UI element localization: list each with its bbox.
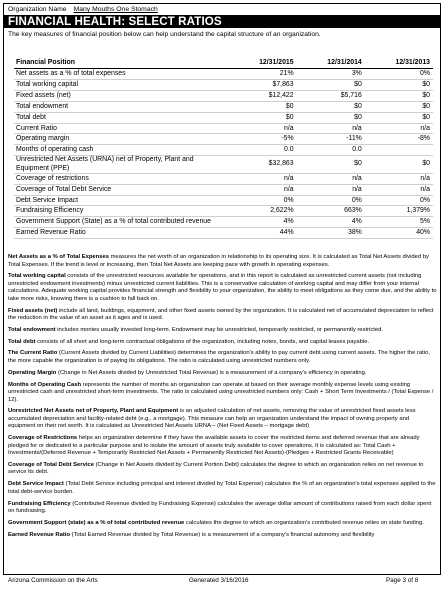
value-2014: $0 [297,79,365,90]
definition-paragraph [8,462,437,477]
definition-paragraph [8,273,437,303]
row-label: Months of operating cash [14,145,228,156]
definition-text: (Contributed Revenue divided by Fundraising Expense) calculates the average dollar amount of contributions raised from each dollar spent on fundraising. [8,500,432,515]
value-2015: 44% [228,228,296,239]
value-2014: $0 [297,112,365,123]
definition-paragraph [8,501,437,516]
definitions-section [8,254,437,543]
value-2013: 40% [365,228,433,239]
value-2015: 0.0 [228,145,296,156]
definition-paragraph [8,308,437,323]
definition-text: consists of all short and long-term contractual obligations of the organization, including notes, bonds, and capital leases payable. [35,338,370,345]
value-2014: 0.0 [297,145,365,156]
row-label: Fundraising Efficiency [14,206,228,217]
value-2013: 5% [365,217,433,228]
value-2014: n/a [297,123,365,134]
value-2015: $0 [228,112,296,123]
row-label: Coverage of restrictions [14,173,228,184]
table-row [14,145,433,156]
definition-paragraph [8,350,437,365]
value-2015: 2,622% [228,206,296,217]
definition-term: Total debt [8,338,36,345]
definition-paragraph [8,435,437,458]
definition-term: Coverage of Restrictions [8,435,78,442]
value-2014: 663% [297,206,365,217]
definition-text: (Total Debt Service including principal and interest divided by Total Expense) calculates the % of an organization's total expenses applied to the total debt-service burden. [8,481,436,495]
definition-term: Total endowment [8,326,56,333]
value-2013: $0 [365,79,433,90]
definition-paragraph [8,382,437,405]
definition-term: Fundraising Efficiency [8,500,71,507]
definition-paragraph [8,370,437,378]
value-2014: $5,716 [297,90,365,101]
definition-paragraph [8,532,437,540]
table-row [14,206,433,217]
column-header: Financial Position [14,58,228,69]
row-label: Debt Service Impact [14,195,228,206]
row-label: Unrestricted Net Assets (URNA) net of Property, Plant and Equipment (PPE) [14,156,228,174]
footer-organization: Arizona Commission on the Arts [8,577,98,584]
row-label: Earned Revenue Ratio [14,228,228,239]
definition-term: Coverage of Total Debt Service [8,461,94,468]
definition-term: The Current Ratio [8,350,58,357]
row-label: Total working capital [14,79,228,90]
value-2013 [365,145,433,156]
value-2014: -11% [297,134,365,145]
value-2014: $0 [297,101,365,112]
value-2014: n/a [297,173,365,184]
organization-name-line [8,6,158,13]
org-value: Many Mouths One Stomach [73,6,158,13]
table-row [14,69,433,80]
definition-text: helps an organization determine if they have the available assets to cover the restricted items and deferred revenue that are already pledged for or dedicated to a particular purpose and to isolate the amount of assets truly available to cover operations. It is calculated as: Total Cash + Investments/(Deferred Revenue + Temporarily Restricted Net Assets + Permanently Restricted Net Assets)-(Pledges + Restricted Grants Receivable) [8,435,420,457]
definition-text: include all land, buildings, equipment, and other fixed assets owned by the organization. It is calculated net of accumulated depreciation to reflect the reduction in the value of an asset as it ages and is used. [8,307,434,322]
value-2014: 3% [297,69,365,80]
definition-text: consists of the unrestricted resources available for operations, and in this report is calculated as unrestricted current assets (not including unrestricted endowment investments) minus unrestricted current liabilities. This is a conservative calculation of working capital and may differ from your internal calculations. Adequate working capital provides financial strength and flexibility to your organization, the ability to meet obligations as they come due, and the ability to take more risks, knowing there is a cushion to fall back on. [8,273,437,302]
definition-text: (Change in Net Assets divided by Unrestricted Total Revenue) is a measurement of a company's efficiency in operating. [56,369,367,376]
definition-term: Government Support (state) as a % of total contributed revenue [8,519,185,526]
value-2015: -5% [228,134,296,145]
value-2014: $0 [297,156,365,174]
table-row [14,79,433,90]
definition-text: measures the net worth of an organization in relationship to its operating size. It is calculated as Total Net Assets divided by Total Expenses. If the trend is level or increasing, then Total Net Assets are keeping pace with growth in operating expenses. [8,254,429,268]
value-2013: $0 [365,90,433,101]
table-row [14,217,433,228]
definition-paragraph [8,327,437,335]
row-label: Operating margin [14,134,228,145]
value-2014: 38% [297,228,365,239]
row-label: Total debt [14,112,228,123]
definition-paragraph [8,254,437,269]
column-header: 12/31/2014 [297,58,365,69]
value-2015: $12,422 [228,90,296,101]
value-2013: n/a [365,184,433,195]
value-2015: $32,863 [228,156,296,174]
value-2015: 4% [228,217,296,228]
column-header: 12/31/2013 [365,58,433,69]
definition-term: Fixed assets (net) [8,307,58,314]
table-row [14,123,433,134]
footer-page-number: Page 3 of 8 [386,577,419,584]
value-2015: $0 [228,101,296,112]
table-row [14,228,433,239]
column-header: 12/31/2015 [228,58,296,69]
definition-text: (Total Earned Revenue divided by Total Revenue) is a measurement of a company's financial autonomy and flexibility [70,531,375,538]
definition-text: (Current Assets divided by Current Liabilities) determines the organization's ability to pay current debt using current assets. The higher the ratio, the more capable the organization is of paying its obligations. The ratio is calculated using unrestricted numbers only. [8,350,430,364]
definition-paragraph [8,481,437,496]
definition-term: Months of Operating Cash [8,381,82,388]
value-2013: $0 [365,101,433,112]
value-2014: 4% [297,217,365,228]
value-2015: n/a [228,184,296,195]
table-row [14,101,433,112]
row-label: Government Support (State) as a % of total contributed revenue [14,217,228,228]
value-2015: n/a [228,123,296,134]
definition-text: (Change in Net Assets divided by Current Portion Debt) calculates the degree to which an organization relies on net revenue to service its debt. [8,461,424,476]
page-footer [8,577,438,584]
definition-text: includes monies usually invested long-term. Endowment may be unrestricted, temporarily restricted, or permanently restricted. [55,326,384,333]
row-label: Current Ratio [14,123,228,134]
definition-term: Total working capital [8,273,66,280]
value-2015: n/a [228,173,296,184]
value-2015: $7,863 [228,79,296,90]
table-row [14,112,433,123]
table-row [14,90,433,101]
org-label: Organization Name [8,6,67,13]
financial-position-table [14,58,433,239]
row-label: Total endowment [14,101,228,112]
page-title: FINANCIAL HEALTH: SELECT RATIOS [4,15,440,28]
value-2013: 0% [365,195,433,206]
value-2013: $0 [365,112,433,123]
definition-term: Earned Revenue Ratio [8,531,71,538]
table-row [14,184,433,195]
table-row [14,195,433,206]
definition-term: Unrestricted Net Assets net of Property, Plant and Equipment [8,408,179,415]
definition-term: Net Assets as a % of Total Expenses [8,254,110,260]
value-2013: n/a [365,123,433,134]
value-2014: n/a [297,184,365,195]
value-2015: 0% [228,195,296,206]
value-2013: -8% [365,134,433,145]
row-label: Fixed assets (net) [14,90,228,101]
value-2013: 0% [365,69,433,80]
footer-generated-date: Generated 3/16/2016 [189,577,249,584]
value-2013: 1,379% [365,206,433,217]
value-2013: $0 [365,156,433,174]
intro-text: The key measures of financial position below can help understand the capital structure of an organization. [8,31,321,38]
table-row [14,173,433,184]
definition-text: represents the number of months an organization can operate at based on their average monthly expense levels using existing unrestricted cash and unrestricted short-term investments. The ratio is calculated using unrestricted numbers only: Cash + Short Term Investments / (Total Expense / 12). [8,381,434,403]
table-header-row [14,58,433,69]
definition-text: is an adjusted calculation of net assets, removing the value of unrestricted fixed assets less accumulated depreciation and facility-related debt (e.g., a mortgage). This measure can help an organization understand the impact of owning property and equipment on their net worth. It is calculated as Unrestricted Net Assets URNA – (Net Fixed Assets – mortgage debt) [8,408,416,430]
row-label: Coverage of Total Debt Service [14,184,228,195]
definition-paragraph [8,408,437,431]
value-2014: 0% [297,195,365,206]
row-label: Net assets as a % of total expenses [14,69,228,80]
table-row [14,156,433,174]
definition-paragraph [8,339,437,347]
definition-term: Debt Service Impact [8,481,64,488]
definition-paragraph [8,520,437,528]
definition-term: Operating Margin [8,369,57,376]
value-2013: n/a [365,173,433,184]
table-row [14,134,433,145]
value-2015: 21% [228,69,296,80]
definition-text: calculates the degree to which an organization's contributed revenue relies on state funding. [184,519,424,526]
